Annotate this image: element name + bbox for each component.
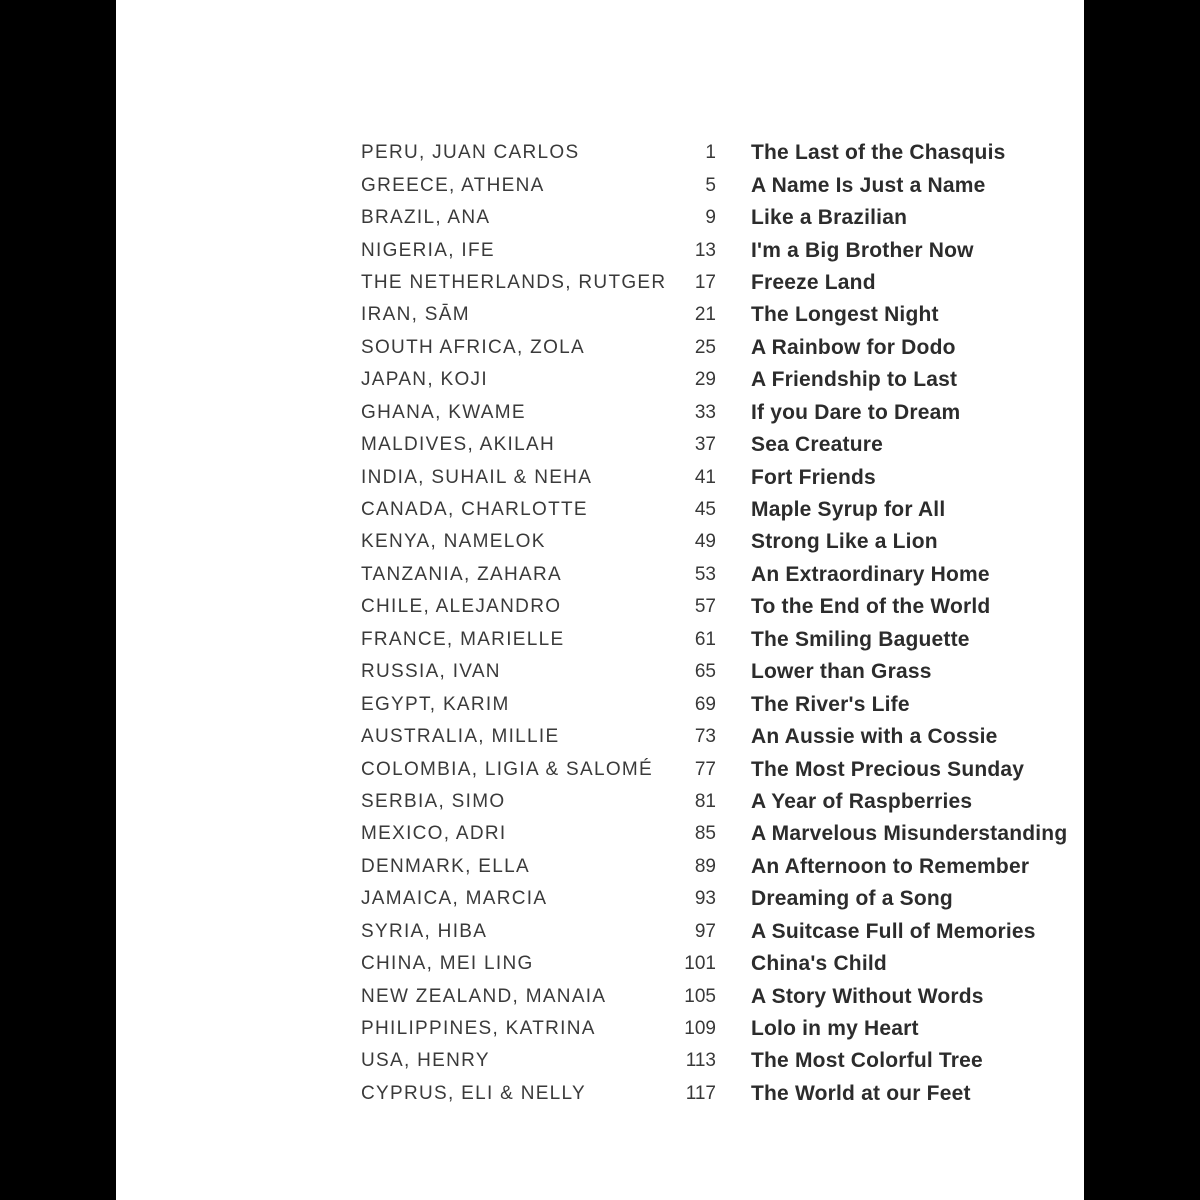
story-title: Sea Creature xyxy=(751,433,883,457)
page-number: 41 xyxy=(694,466,716,488)
toc-row xyxy=(361,1045,1151,1077)
toc-row xyxy=(361,202,1151,234)
story-title: An Aussie with a Cossie xyxy=(751,725,998,749)
country-name-label: TANZANIA, ZAHARA xyxy=(361,563,562,585)
toc-row xyxy=(361,234,1151,266)
toc-row xyxy=(361,332,1151,364)
page-number: 61 xyxy=(694,628,716,650)
page-number: 13 xyxy=(694,239,716,261)
page-number: 97 xyxy=(694,920,716,942)
country-name-label: SERBIA, SIMO xyxy=(361,790,506,812)
country-name-label: JAPAN, KOJI xyxy=(361,369,488,391)
country-name-label: JAMAICA, MARCIA xyxy=(361,888,548,910)
story-title: I'm a Big Brother Now xyxy=(751,238,974,262)
country-name-label: SYRIA, HIBA xyxy=(361,920,488,942)
page-number: 77 xyxy=(694,758,716,780)
story-title: A Rainbow for Dodo xyxy=(751,335,956,359)
toc-row xyxy=(361,591,1151,623)
toc-row xyxy=(361,818,1151,850)
story-title: Freeze Land xyxy=(751,270,876,294)
country-name-label: DENMARK, ELLA xyxy=(361,855,530,877)
toc-row xyxy=(361,624,1151,656)
country-name-label: MALDIVES, AKILAH xyxy=(361,434,555,456)
toc-row xyxy=(361,526,1151,558)
story-title: The Most Colorful Tree xyxy=(751,1049,983,1073)
country-name-label: INDIA, SUHAIL & NEHA xyxy=(361,466,593,488)
story-title: The Smiling Baguette xyxy=(751,627,970,651)
country-name-label: CANADA, CHARLOTTE xyxy=(361,499,588,521)
country-name-label: CYPRUS, ELI & NELLY xyxy=(361,1082,586,1104)
toc-row xyxy=(361,1078,1151,1110)
story-title: A Year of Raspberries xyxy=(751,789,973,813)
table-of-contents xyxy=(361,137,1151,1110)
story-title: The Longest Night xyxy=(751,303,939,327)
country-name-label: CHILE, ALEJANDRO xyxy=(361,596,562,618)
toc-row xyxy=(361,883,1151,915)
page-number: 17 xyxy=(694,271,716,293)
toc-row xyxy=(361,948,1151,980)
page-number: 49 xyxy=(694,531,716,553)
page-number: 1 xyxy=(705,142,716,164)
page-number: 53 xyxy=(694,563,716,585)
page-number: 33 xyxy=(694,401,716,423)
page-number: 5 xyxy=(705,174,716,196)
toc-row xyxy=(361,299,1151,331)
toc-row xyxy=(361,980,1151,1012)
country-name-label: KENYA, NAMELOK xyxy=(361,531,546,553)
toc-row xyxy=(361,786,1151,818)
toc-row xyxy=(361,267,1151,299)
country-name-label: NIGERIA, IFE xyxy=(361,239,495,261)
story-title: A Marvelous Misunderstanding xyxy=(751,822,1068,846)
country-name-label: EGYPT, KARIM xyxy=(361,693,510,715)
toc-row xyxy=(361,753,1151,785)
story-title: If you Dare to Dream xyxy=(751,400,961,424)
toc-row xyxy=(361,397,1151,429)
country-name-label: PERU, JUAN CARLOS xyxy=(361,142,580,164)
toc-row xyxy=(361,461,1151,493)
story-title: A Name Is Just a Name xyxy=(751,173,986,197)
story-title: The World at our Feet xyxy=(751,1081,971,1105)
country-name-label: RUSSIA, IVAN xyxy=(361,661,501,683)
page-number: 117 xyxy=(685,1082,716,1104)
story-title: Like a Brazilian xyxy=(751,206,908,230)
story-title: Strong Like a Lion xyxy=(751,530,938,554)
toc-row xyxy=(361,169,1151,201)
country-name-label: COLOMBIA, LIGIA & SALOMÉ xyxy=(361,758,654,780)
country-name-label: CHINA, MEI LING xyxy=(361,953,534,975)
story-title: China's Child xyxy=(751,952,887,976)
page-number: 69 xyxy=(694,693,716,715)
country-name-label: THE NETHERLANDS, RUTGER xyxy=(361,271,667,293)
country-name-label: SOUTH AFRICA, ZOLA xyxy=(361,336,585,358)
page-number: 57 xyxy=(694,596,716,618)
story-title: Fort Friends xyxy=(751,465,876,489)
toc-row xyxy=(361,851,1151,883)
story-title: Dreaming of a Song xyxy=(751,887,953,911)
page-number: 105 xyxy=(684,985,716,1007)
page-number: 101 xyxy=(684,953,716,975)
page-number: 21 xyxy=(694,304,716,326)
page-number: 113 xyxy=(685,1050,716,1072)
country-name-label: BRAZIL, ANA xyxy=(361,207,491,229)
toc-row xyxy=(361,494,1151,526)
story-title: A Friendship to Last xyxy=(751,368,958,392)
country-name-label: USA, HENRY xyxy=(361,1050,490,1072)
country-name-label: MEXICO, ADRI xyxy=(361,823,507,845)
story-title: A Story Without Words xyxy=(751,984,984,1008)
country-name-label: FRANCE, MARIELLE xyxy=(361,628,565,650)
page-number: 81 xyxy=(694,790,716,812)
country-name-label: AUSTRALIA, MILLIE xyxy=(361,726,560,748)
page-number: 73 xyxy=(694,726,716,748)
story-title: An Extraordinary Home xyxy=(751,562,990,586)
story-title: Maple Syrup for All xyxy=(751,498,946,522)
page-number: 37 xyxy=(694,434,716,456)
toc-row xyxy=(361,559,1151,591)
story-title: Lower than Grass xyxy=(751,660,932,684)
toc-row xyxy=(361,721,1151,753)
page-number: 85 xyxy=(694,823,716,845)
country-name-label: NEW ZEALAND, MANAIA xyxy=(361,985,607,1007)
toc-row xyxy=(361,656,1151,688)
story-title: To the End of the World xyxy=(751,595,991,619)
country-name-label: GREECE, ATHENA xyxy=(361,174,545,196)
toc-row xyxy=(361,429,1151,461)
country-name-label: IRAN, SĀM xyxy=(361,304,470,326)
page-number: 45 xyxy=(694,499,716,521)
page-number: 29 xyxy=(694,369,716,391)
story-title: Lolo in my Heart xyxy=(751,1017,919,1041)
page-number: 9 xyxy=(705,207,716,229)
left-letterbox-bar xyxy=(0,0,116,1200)
country-name-label: PHILIPPINES, KATRINA xyxy=(361,1018,596,1040)
toc-row xyxy=(361,137,1151,169)
country-name-label: GHANA, KWAME xyxy=(361,401,526,423)
page-number: 109 xyxy=(684,1018,716,1040)
story-title: The Last of the Chasquis xyxy=(751,141,1006,165)
toc-row xyxy=(361,916,1151,948)
story-title: A Suitcase Full of Memories xyxy=(751,919,1036,943)
page-number: 89 xyxy=(694,855,716,877)
toc-row xyxy=(361,364,1151,396)
toc-row xyxy=(361,1013,1151,1045)
book-page xyxy=(116,0,1084,1200)
page-number: 65 xyxy=(694,661,716,683)
story-title: The River's Life xyxy=(751,692,910,716)
toc-row xyxy=(361,688,1151,720)
page-number: 93 xyxy=(694,888,716,910)
story-title: The Most Precious Sunday xyxy=(751,757,1025,781)
page-number: 25 xyxy=(694,336,716,358)
story-title: An Afternoon to Remember xyxy=(751,854,1030,878)
